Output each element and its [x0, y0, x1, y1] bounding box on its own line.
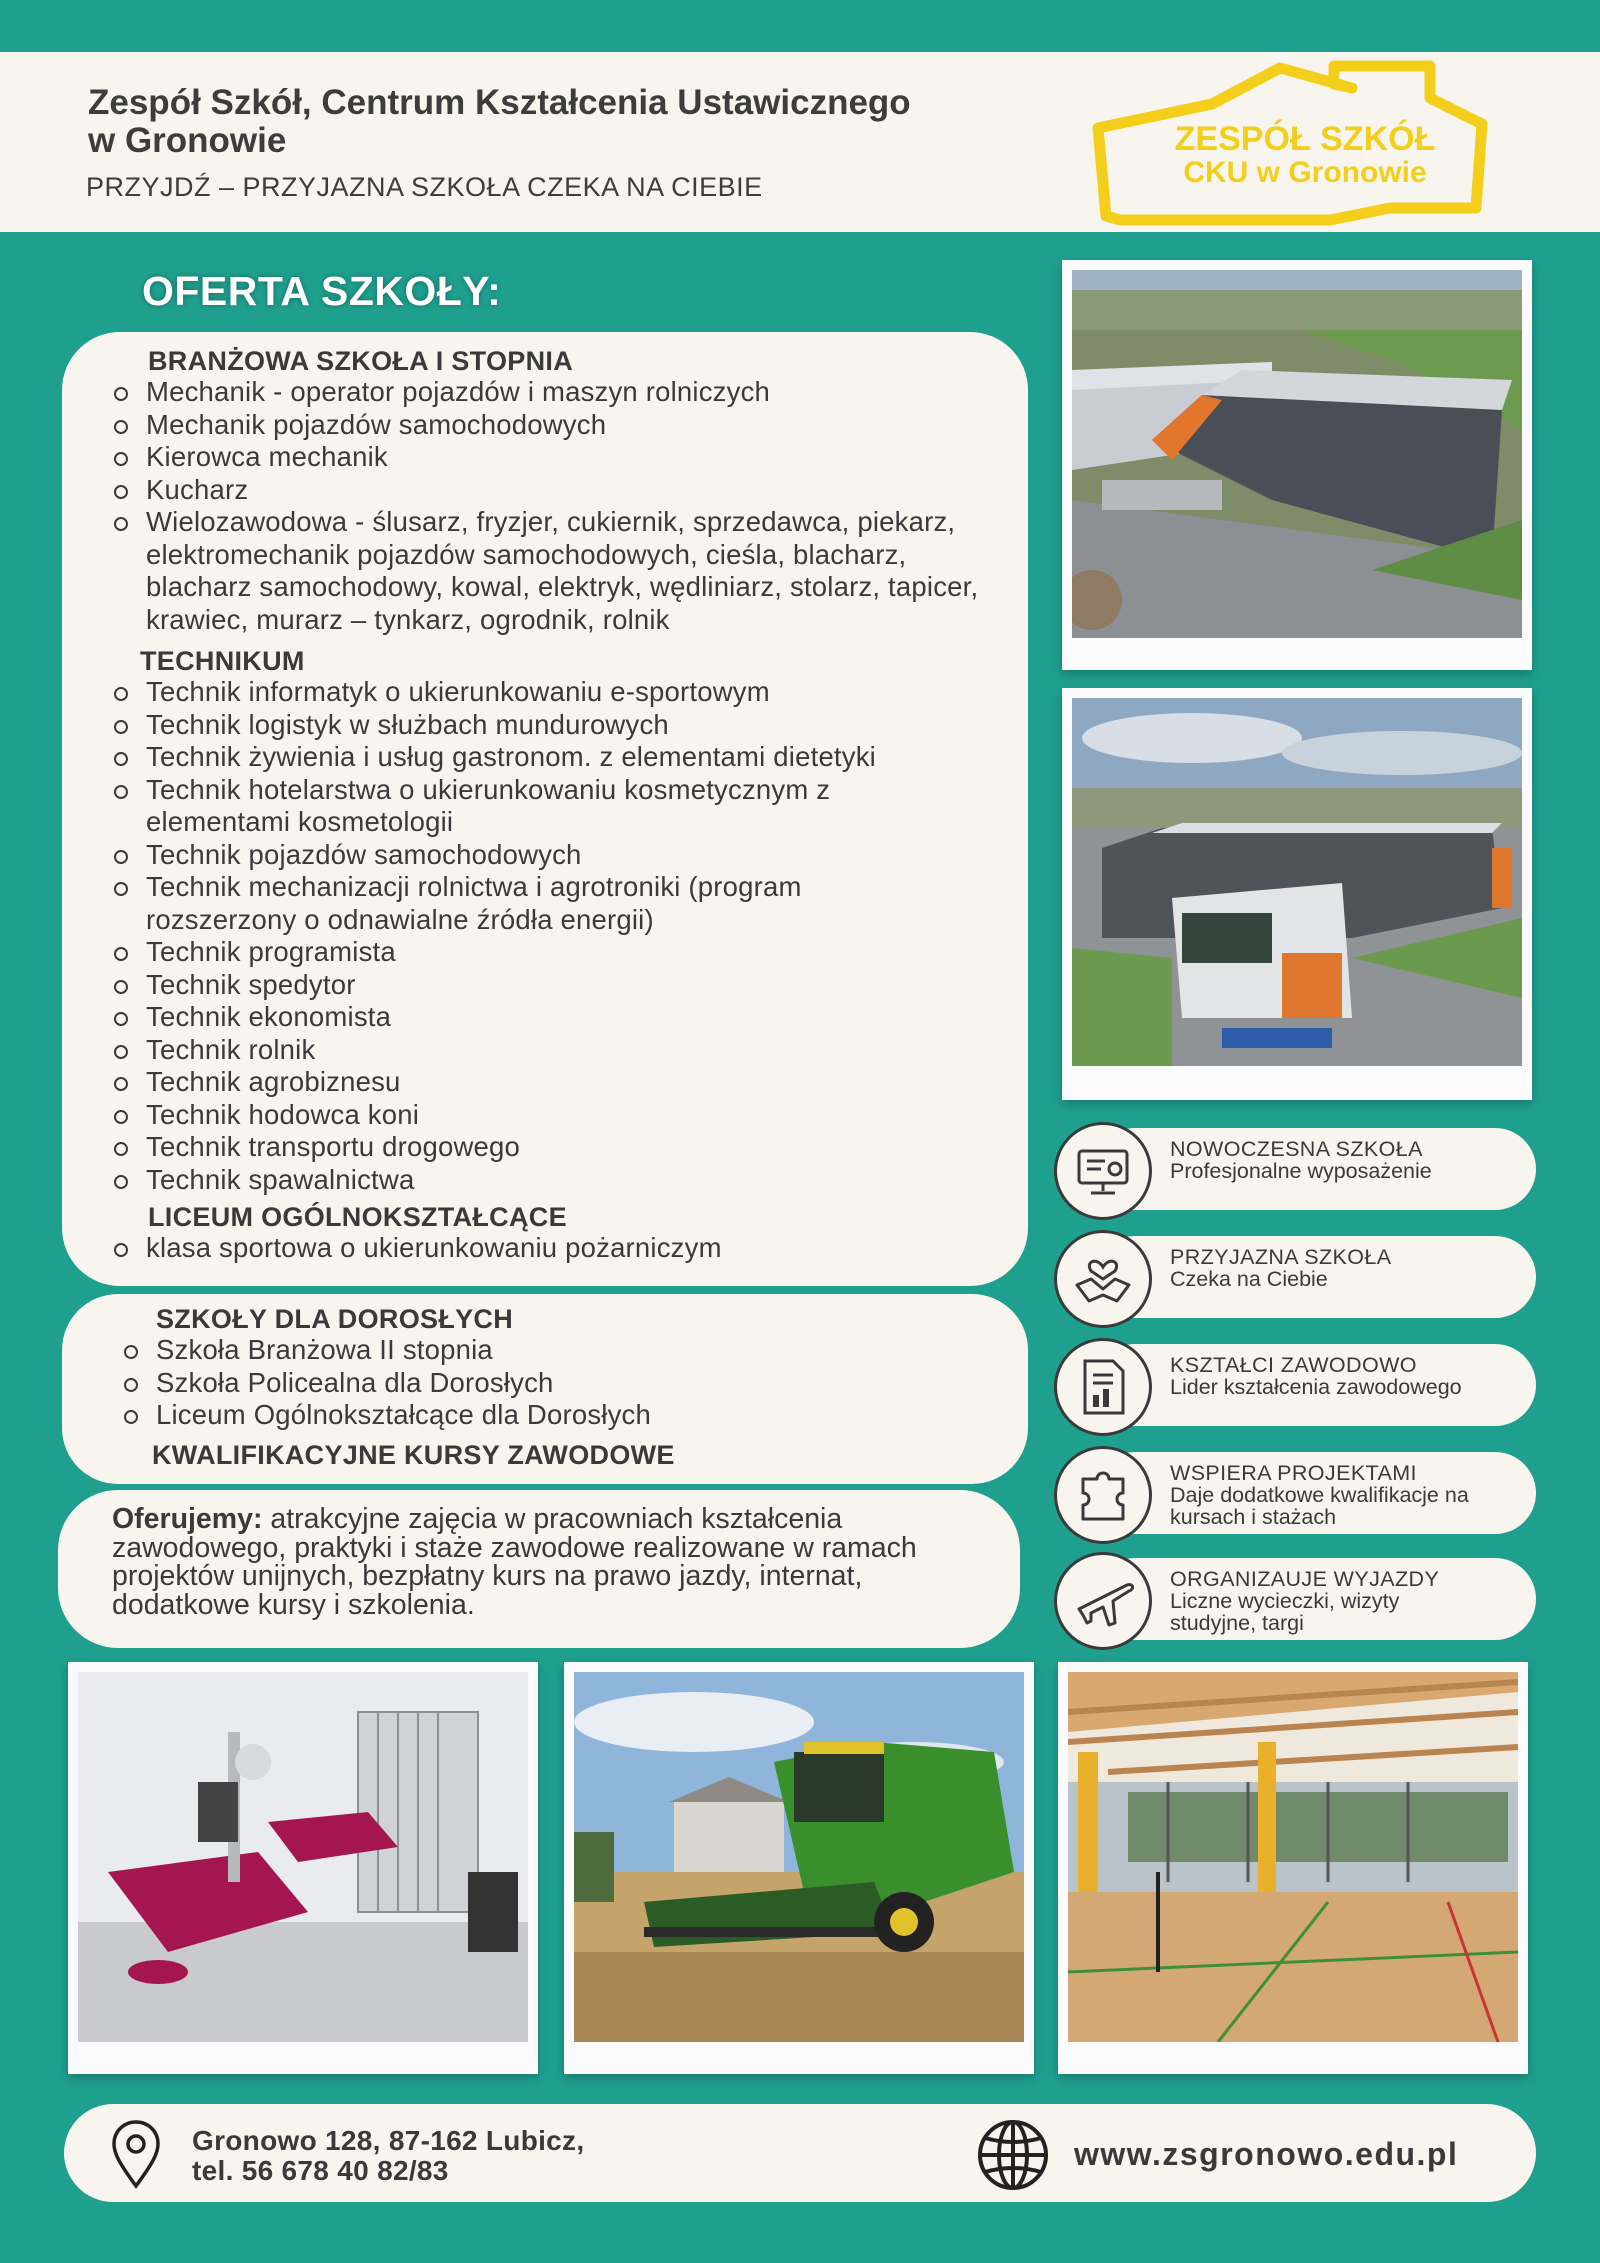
list-item: Liceum Ogólnokształcące dla Dorosłych [122, 1399, 982, 1432]
offer-text: atrakcyjne zajęcia w pracowniach kształcenia zawodowego, praktyki i staże zawodowe realizowane w ramach projektów unijnych, bezpłatny kurs na prawo jazdy, internat, dodatkowe kursy i szkolenia. [112, 1503, 917, 1621]
branzowa-list [112, 376, 1012, 636]
address [192, 2126, 584, 2186]
list-item: Technik hotelarstwa o ukierunkowaniu kosmetycznym z elementami kosmetologii [112, 774, 936, 839]
list-item: Kucharz [112, 474, 1012, 507]
page-title [88, 84, 1068, 160]
section-heading-dorosli: SZKOŁY DLA DOROSŁYCH [156, 1304, 514, 1334]
photo-cosmetology-room [68, 1662, 538, 2074]
feature-subtitle: Czeka na Ciebie [1170, 1267, 1328, 1291]
list-item: Technik hodowca koni [112, 1099, 972, 1132]
feature-title: WSPIERA PROJEKTAMI [1170, 1461, 1417, 1485]
website-link[interactable]: www.zsgronowo.edu.pl [1074, 2136, 1459, 2172]
airplane-icon [1054, 1552, 1152, 1650]
list-item: Kierowca mechanik [112, 441, 1012, 474]
school-logo [1090, 58, 1510, 228]
feature-trips [1054, 1552, 1536, 1640]
address-line-1: Gronowo 128, 87-162 Lubicz, [192, 2125, 585, 2156]
list-item: Technik informatyk o ukierunkowaniu e-sportowym [112, 676, 972, 709]
feature-title: ORGANIZAUJE WYJAZDY [1170, 1567, 1440, 1591]
list-item: Technik ekonomista [112, 1001, 972, 1034]
list-item: klasa sportowa o ukierunkowaniu pożarniczym [112, 1232, 972, 1265]
list-item: Wielozawodowa - ślusarz, fryzjer, cukiernik, sprzedawca, piekarz, elektromechanik pojazdów samochodowych, cieśla, blacharz, blacharz samochodowy, kowal, elektryk, wędliniarz, stolarz, tapicer, krawiec, murarz – tynkarz, ogrodnik, rolnik [112, 506, 1008, 636]
list-item: Technik pojazdów samochodowych [112, 839, 972, 872]
liceum-list [112, 1232, 972, 1265]
sports-hall-interior-image [1068, 1672, 1518, 2042]
top-band [0, 0, 1600, 52]
list-item: Szkoła Policealna dla Dorosłych [122, 1367, 982, 1400]
adult-schools-card [62, 1294, 1028, 1484]
offer-heading: OFERTA SZKOŁY: [142, 268, 502, 314]
feature-subtitle: Profesjonalne wyposażenie [1170, 1159, 1432, 1183]
feature-title: PRZYJAZNA SZKOŁA [1170, 1245, 1392, 1269]
list-item: Mechanik pojazdów samochodowych [112, 409, 1012, 442]
logo-text-2: CKU w Gronowie [1183, 156, 1427, 189]
offer-lead: Oferujemy: [112, 1503, 263, 1535]
list-item: Szkoła Branżowa II stopnia [122, 1334, 982, 1367]
dorosli-list [122, 1334, 982, 1432]
photo-sports-hall-front [1062, 688, 1532, 1100]
feature-vocational [1054, 1338, 1536, 1426]
section-heading-kursy: KWALIFIKACYJNE KURSY ZAWODOWE [152, 1440, 675, 1470]
section-heading-branzowa: BRANŻOWA SZKOŁA I STOPNIA [148, 346, 573, 376]
phone-number: tel. 56 678 40 82/83 [192, 2155, 449, 2186]
feature-subtitle: Lider kształcenia zawodowego [1170, 1375, 1462, 1399]
technikum-list [112, 676, 972, 1196]
feature-title: KSZTAŁCI ZAWODOWO [1170, 1353, 1417, 1377]
list-item: Technik transportu drogowego [112, 1131, 972, 1164]
list-item: Technik logistyk w służbach mundurowych [112, 709, 972, 742]
list-item: Technik spedytor [112, 969, 972, 1002]
offer-description [112, 1505, 992, 1619]
list-item: Technik agrobiznesu [112, 1066, 972, 1099]
location-pin-icon [108, 2118, 164, 2190]
combine-harvester-image [574, 1672, 1024, 2042]
handshake-heart-icon [1054, 1230, 1152, 1328]
section-heading-technikum: TECHNIKUM [140, 646, 305, 676]
list-item: Mechanik - operator pojazdów i maszyn rolniczych [112, 376, 1012, 409]
list-item: Technik spawalnictwa [112, 1164, 972, 1197]
list-item: Technik programista [112, 936, 972, 969]
puzzle-icon [1054, 1446, 1152, 1544]
school-offer-card [62, 332, 1028, 1286]
photo-sports-hall-interior [1058, 1662, 1528, 2074]
contact-footer [64, 2104, 1536, 2202]
section-heading-liceum: LICEUM OGÓLNOKSZTAŁCĄCE [148, 1202, 567, 1232]
list-item: Technik mechanizacji rolnictwa i agrotroniki (program rozszerzony o odnawialne źródła energii) [112, 871, 946, 936]
photo-combine-harvester [564, 1662, 1034, 2074]
logo-text-1: ZESPÓŁ SZKÓŁ [1174, 120, 1436, 158]
feature-subtitle: Liczne wycieczki, wizyty studyjne, targi [1170, 1589, 1400, 1635]
feature-subtitle: Daje dodatkowe kwalifikacje na kursach i stażach [1170, 1483, 1469, 1529]
feature-title: NOWOCZESNA SZKOŁA [1170, 1137, 1423, 1161]
cosmetology-room-image [78, 1672, 528, 2042]
feature-projects [1054, 1446, 1536, 1534]
feature-modern-school [1054, 1122, 1536, 1210]
sports-hall-aerial-image [1072, 270, 1522, 638]
globe-icon [976, 2118, 1050, 2192]
slogan: PRZYJDŹ – PRZYJAZNA SZKOŁA CZEKA NA CIEBIE [86, 172, 763, 202]
photo-sports-hall-aerial [1062, 260, 1532, 670]
title-line-2: w Gronowie [88, 121, 287, 160]
sports-hall-front-image [1072, 698, 1522, 1066]
title-line-1: Zespół Szkół, Centrum Kształcenia Ustawicznego [88, 83, 911, 122]
list-item: Technik rolnik [112, 1034, 972, 1067]
feature-friendly-school [1054, 1230, 1536, 1318]
document-chart-icon [1054, 1338, 1152, 1436]
list-item: Technik żywienia i usług gastronom. z elementami dietetyki [112, 741, 972, 774]
computer-certificate-icon [1054, 1122, 1152, 1220]
